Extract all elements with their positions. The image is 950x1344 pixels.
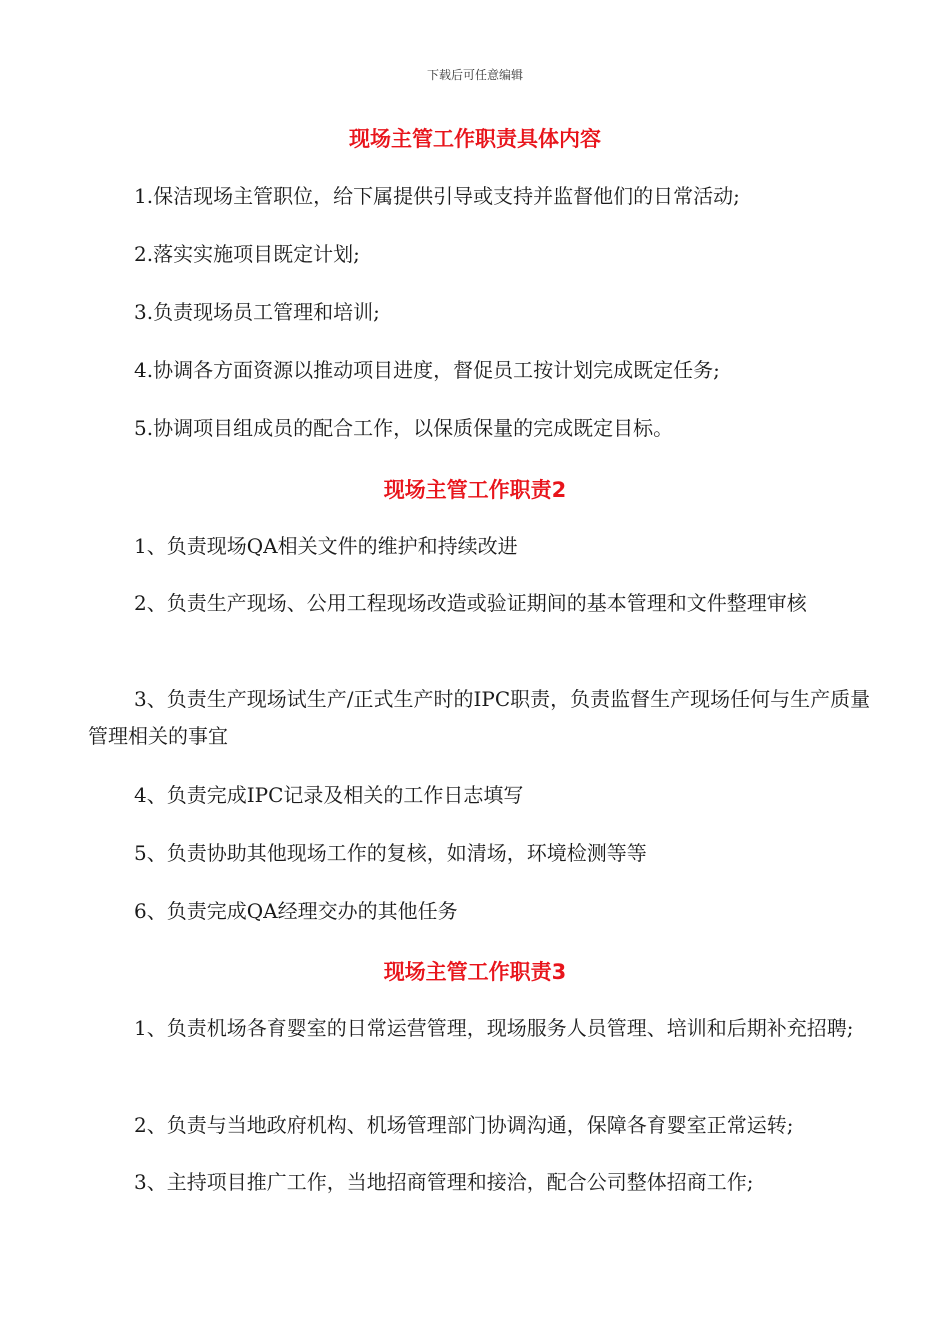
section-1-title: 现场主管工作职责具体内容 [349,127,601,151]
section-3-item-3: 3、主持项目推广工作，当地招商管理和接洽，配合公司整体招商工作; [134,1170,754,1194]
section-1-item-4: 4.协调各方面资源以推动项目进度，督促员工按计划完成既定任务; [134,358,720,382]
section-3-title: 现场主管工作职责3 [383,960,567,984]
header-note: 下载后可任意编辑 [426,68,523,82]
section-1-item-2: 2.落实实施项目既定计划; [134,242,360,266]
section-2-item-4: 4、负责完成IPC记录及相关的工作日志填写 [134,783,524,807]
section-1-item-1: 1.保洁现场主管职位，给下属提供引导或支持并监督他们的日常活动; [134,184,740,208]
section-2-item-6: 6、负责完成QA经理交办的其他任务 [134,899,458,923]
section-1-item-3: 3.负责现场员工管理和培训; [134,300,380,324]
section-2-item-1: 1、负责现场QA相关文件的维护和持续改进 [134,534,518,558]
section-2-title: 现场主管工作职责2 [383,478,567,502]
section-2-item-2: 2、负责生产现场、公用工程现场改造或验证期间的基本管理和文件整理审核 [134,591,807,615]
section-3-item-2: 2、负责与当地政府机构、机场管理部门协调沟通，保障各育婴室正常运转; [134,1113,794,1137]
section-2-item-3: 3、负责生产现场试生产/正式生产时的IPC职责，负责监督生产现场任何与生产质量管理相关的事宜 [88,687,871,748]
section-2-item-5: 5、负责协助其他现场工作的复核，如清场，环境检测等等 [134,841,647,865]
section-3-item-1: 1、负责机场各育婴室的日常运营管理，现场服务人员管理、培训和后期补充招聘; [134,1016,854,1040]
section-1-item-5: 5.协调项目组成员的配合工作，以保质保量的完成既定目标。 [134,416,674,440]
